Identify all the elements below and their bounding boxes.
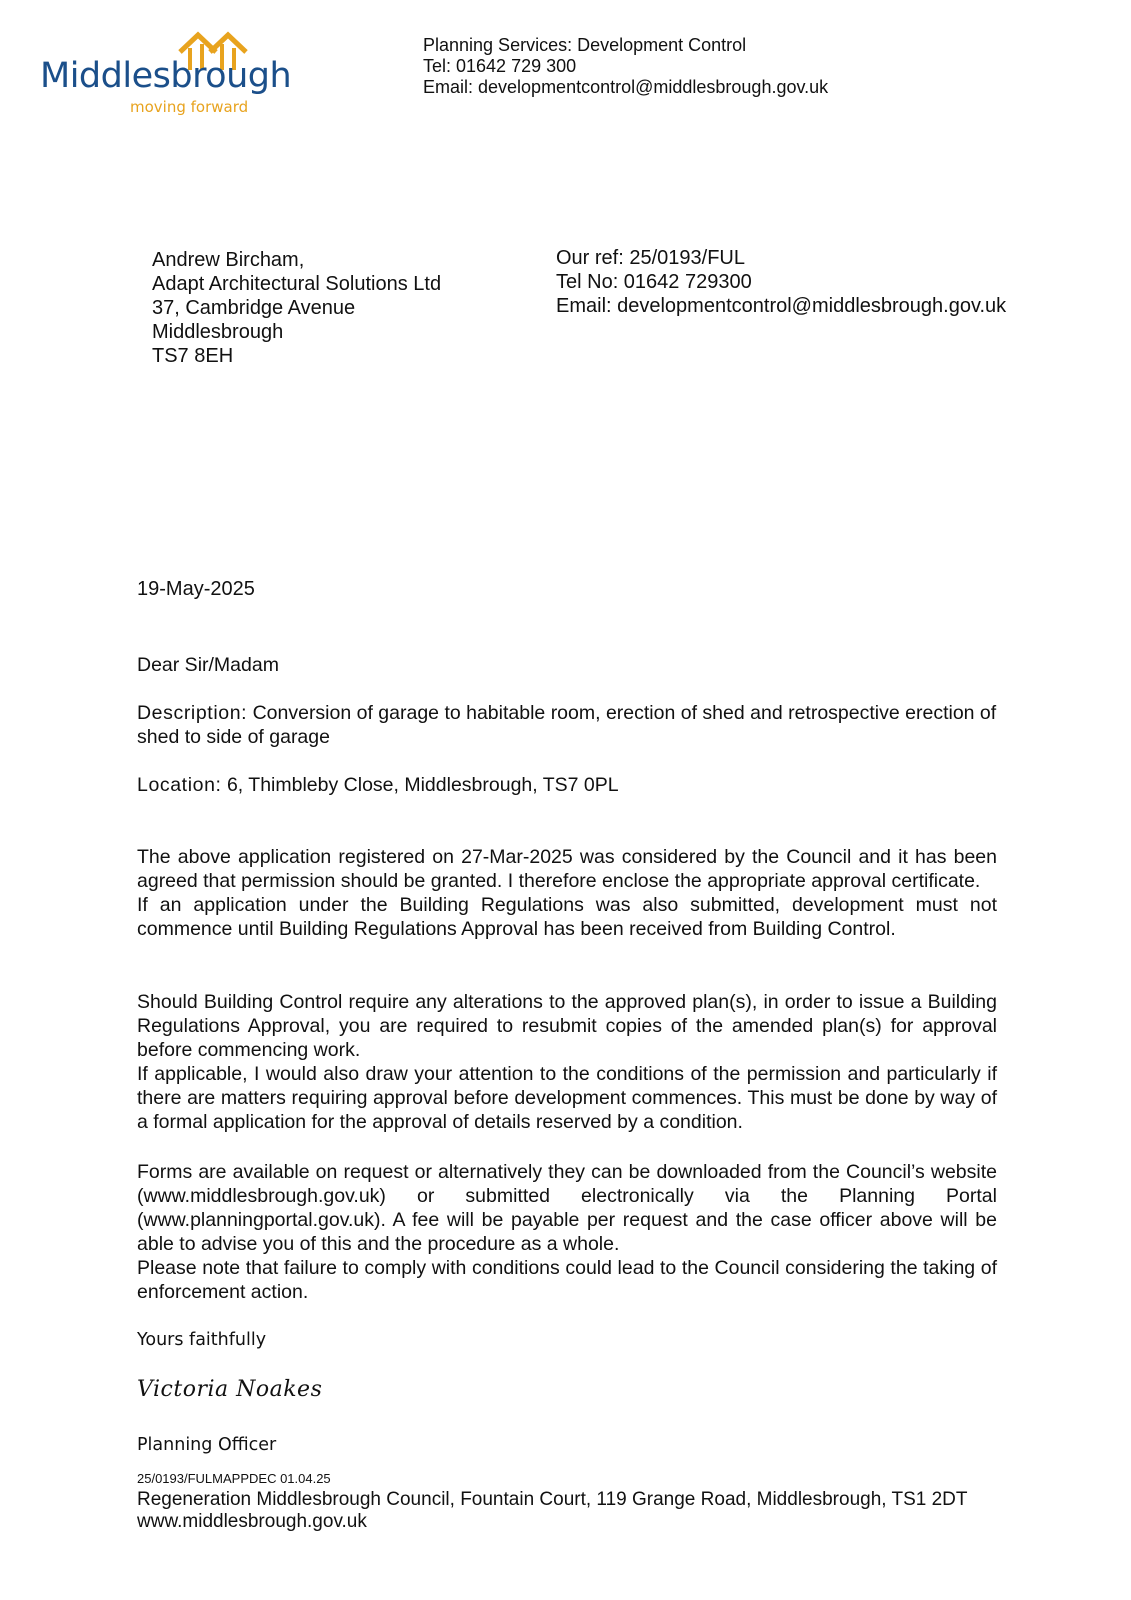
footer (137, 1489, 968, 1533)
paragraph-text: If an application under the Building Regulations was also submitted, development must not commence until Building Regulations Approval has been received from Building Control. (137, 894, 997, 940)
department-name: Planning Services: Development Control (423, 35, 747, 55)
footer-website: www.middlesbrough.gov.uk (137, 1511, 367, 1532)
reference-email: Email: developmentcontrol@middlesbrough.gov.uk (556, 295, 1007, 317)
document-code: 25/0193/FULMAPPDEC 01.04.25 (137, 1471, 331, 1486)
signature: Victoria Noakes (137, 1377, 323, 1402)
paragraph-text: If applicable, I would also draw your attention to the conditions of the permission and particularly if there are matters requiring approval before development commences. This must be done by way of a formal application for the approval of details reserved by a condition. (137, 1063, 997, 1133)
salutation: Dear Sir/Madam (137, 654, 279, 676)
council-logo (40, 30, 300, 120)
department-tel: Tel: 01642 729 300 (423, 56, 577, 76)
description-text: Conversion of garage to habitable room, erection of shed and retrospective erection of shed to side of garage (137, 702, 997, 748)
department-header (423, 35, 828, 98)
paragraph-building-control (137, 990, 997, 1134)
logo-tagline: moving forward (130, 98, 249, 116)
recipient-postcode: TS7 8EH (152, 345, 234, 367)
signatory-role: Planning Officer (137, 1435, 277, 1455)
application-description (137, 701, 997, 749)
paragraph-forms (137, 1160, 997, 1304)
letter-date: 19-May-2025 (137, 578, 255, 600)
recipient-address (152, 248, 441, 368)
paragraph-text: The above application registered on 27-Mar-2025 was considered by the Council and it has been agreed that permission should be granted. I therefore enclose the appropriate approval certificate. (137, 846, 997, 892)
application-location (137, 773, 997, 797)
paragraph-text: Please note that failure to comply with conditions could lead to the Council considering the taking of enforcement action. (137, 1257, 997, 1303)
paragraph-text: Forms are available on request or alternatively they can be downloaded from the Council’s website (www.middlesbrough.gov.uk) or submitted electronically via the Planning Portal (www.planningportal.gov.uk). A fee will be payable per request and the case officer above will be able to advise you of this and the procedure as a whole. (137, 1161, 997, 1255)
department-email: Email: developmentcontrol@middlesbrough.gov.uk (423, 77, 829, 97)
description-label: Description: (137, 702, 248, 724)
recipient-name: Andrew Bircham, (152, 249, 305, 271)
paragraph-text: Should Building Control require any alterations to the approved plan(s), in order to issue a Building Regulations Approval, you are required to resubmit copies of the amended plan(s) for approval before commencing work. (137, 991, 997, 1061)
paragraph-approval (137, 845, 997, 941)
our-reference: Our ref: 25/0193/FUL (556, 247, 745, 269)
recipient-company: Adapt Architectural Solutions Ltd (152, 273, 442, 295)
location-label: Location: (137, 774, 222, 796)
logo-wordmark: Middlesbrough (40, 56, 292, 96)
closing: Yours faithfully (137, 1330, 267, 1350)
reference-block (556, 246, 1006, 318)
recipient-town: Middlesbrough (152, 321, 284, 343)
location-text: 6, Thimbleby Close, Middlesbrough, TS7 0PL (221, 774, 619, 796)
recipient-street: 37, Cambridge Avenue (152, 297, 356, 319)
reference-tel: Tel No: 01642 729300 (556, 271, 752, 293)
footer-address: Regeneration Middlesbrough Council, Fountain Court, 119 Grange Road, Middlesbrough, TS1 2DT (137, 1489, 968, 1510)
